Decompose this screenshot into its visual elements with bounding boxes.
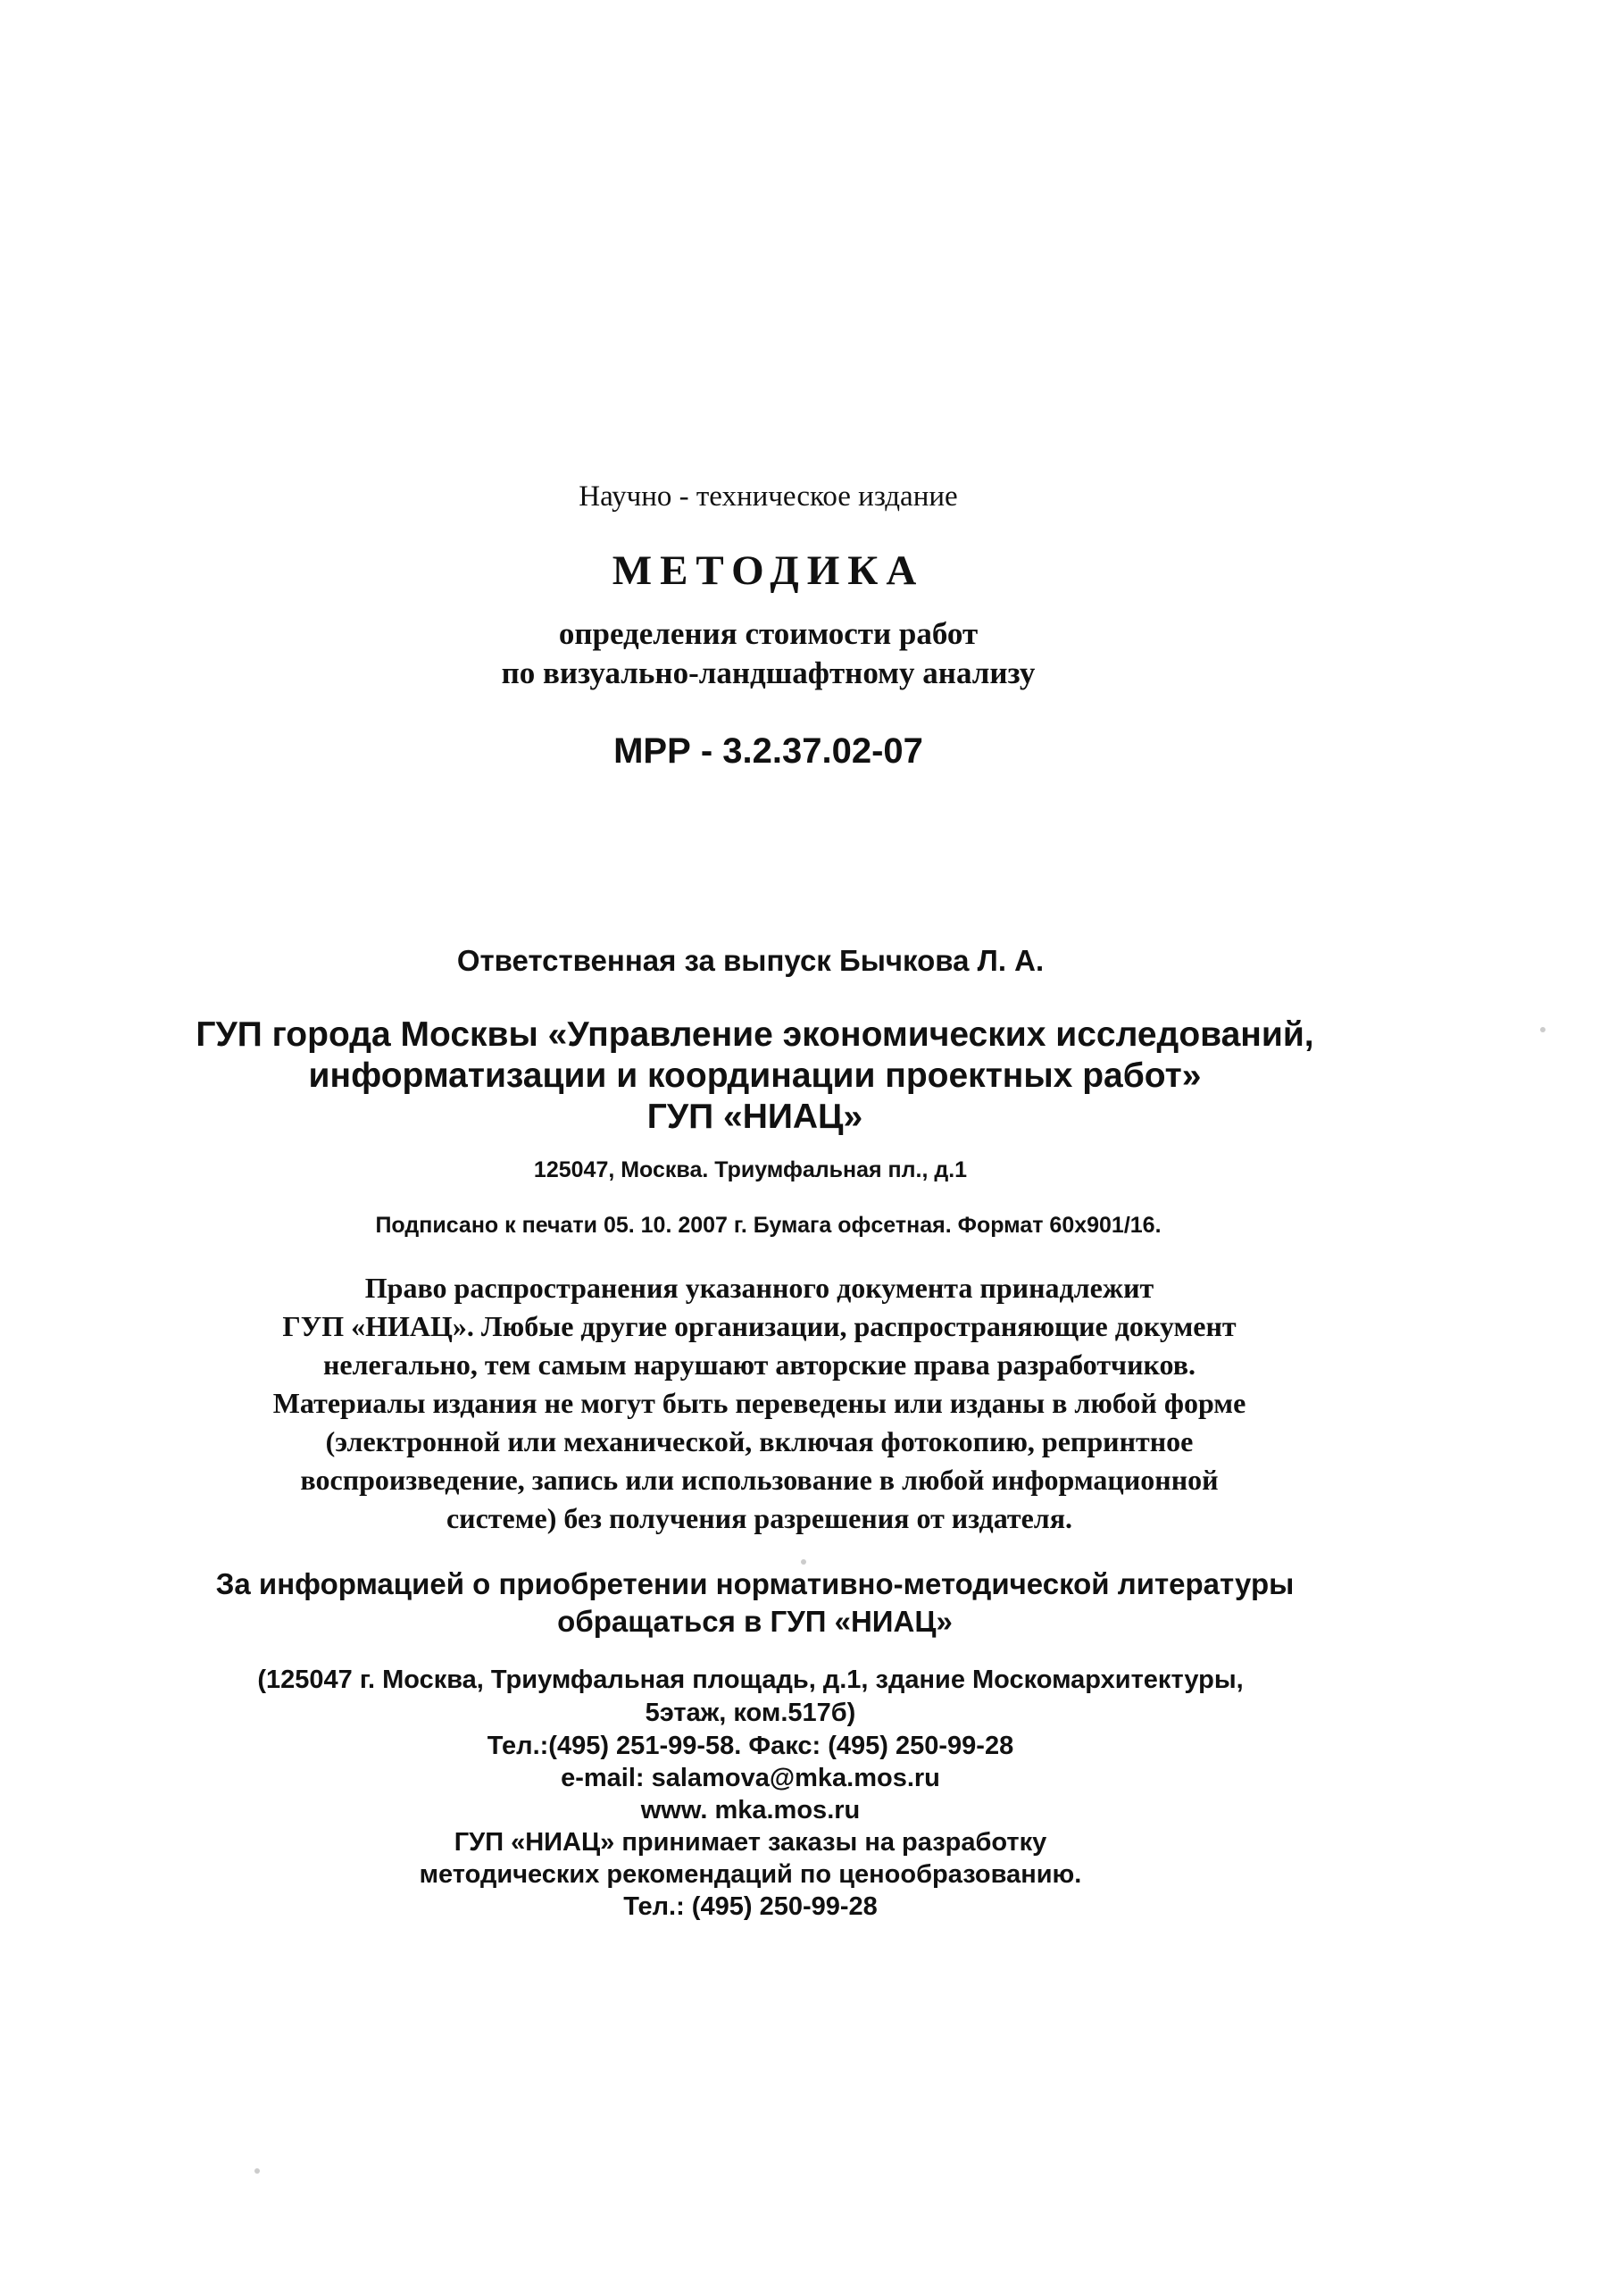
scan-speck xyxy=(1540,1027,1546,1032)
contact-address-line-2: 5этаж, ком.517б) xyxy=(645,1699,856,1727)
document-subtitle-line-1: определения стоимости работ xyxy=(558,616,979,651)
rights-line-5: (электронной или механической, включая фотокопию, репринтное xyxy=(325,1425,1194,1457)
publisher-line-1: ГУП города Москвы «Управление экономических исследований, xyxy=(196,1015,1314,1054)
orders-line-1: ГУП «НИАЦ» принимает заказы на разработку xyxy=(454,1828,1047,1857)
orders-line-2: методических рекомендаций по ценообразованию. xyxy=(419,1860,1082,1889)
orders-phone: Тел.: (495) 250-99-28 xyxy=(623,1892,878,1921)
rights-line-6: воспроизведение, запись или использование в любой информационной xyxy=(300,1464,1219,1496)
rights-line-7: системе) без получения разрешения от издателя. xyxy=(446,1502,1073,1534)
publisher-address: 125047, Москва. Триумфальная пл., д.1 xyxy=(533,1157,968,1182)
info-line-2: обращаться в ГУП «НИАЦ» xyxy=(557,1605,953,1638)
print-details: Подписано к печати 05. 10. 2007 г. Бумага офсетная. Формат 60х901/16. xyxy=(375,1213,1162,1238)
publication-kind: Научно - техническое издание xyxy=(579,480,958,513)
rights-line-2: ГУП «НИАЦ». Любые другие организации, распространяющие документ xyxy=(282,1310,1237,1342)
publisher-line-2: информатизации и координации проектных работ» xyxy=(308,1056,1202,1095)
document-subtitle-line-2: по визуально-ландшафтному анализу xyxy=(501,655,1036,690)
document-code: МРР - 3.2.37.02-07 xyxy=(613,731,923,771)
publisher-short-name: ГУП «НИАЦ» xyxy=(646,1098,863,1136)
document-title: МЕТОДИКА xyxy=(612,547,925,594)
contact-email: e-mail: salamova@mka.mos.ru xyxy=(561,1764,940,1792)
responsible-person: Ответственная за выпуск Бычкова Л. А. xyxy=(456,944,1045,977)
rights-line-4: Материалы издания не могут быть переведены или изданы в любой форме xyxy=(272,1387,1246,1419)
contact-website: www. mka.mos.ru xyxy=(640,1796,861,1824)
scan-speck xyxy=(254,2168,260,2174)
info-line-1: За информацией о приобретении нормативно-методической литературы xyxy=(215,1567,1295,1600)
contact-address-line-1: (125047 г. Москва, Триумфальная площадь, д.1, здание Москомархитектуры, xyxy=(257,1666,1244,1694)
rights-line-1: Право распространения указанного документа принадлежит xyxy=(364,1272,1154,1304)
contact-phone-fax: Тел.:(495) 251-99-58. Факс: (495) 250-99-28 xyxy=(487,1732,1014,1760)
rights-line-3: нелегально, тем самым нарушают авторские права разработчиков. xyxy=(322,1348,1196,1381)
scan-speck xyxy=(801,1559,806,1565)
